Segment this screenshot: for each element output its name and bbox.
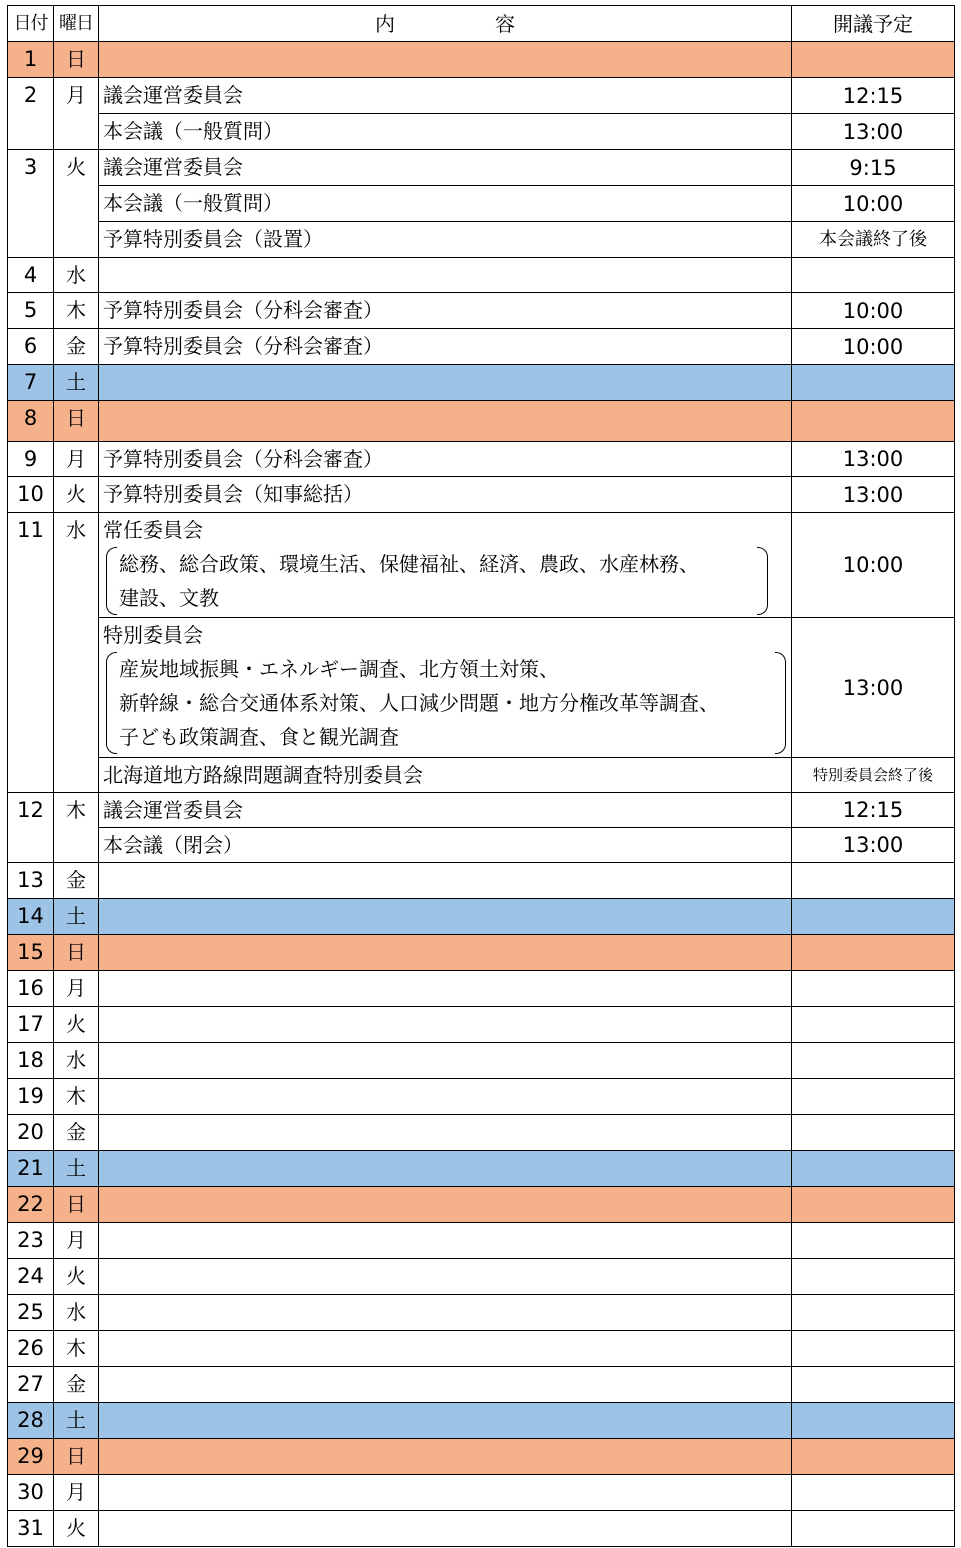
table-row bbox=[8, 935, 955, 971]
content-cell: 本会議（一般質問） bbox=[99, 186, 792, 222]
content-cell bbox=[99, 1079, 792, 1115]
time-cell: 10:00 bbox=[792, 513, 955, 618]
standing-committee-list bbox=[107, 547, 767, 615]
content-cell bbox=[99, 1295, 792, 1331]
day-cell: 6 bbox=[8, 329, 54, 365]
weekday-cell: 金 bbox=[54, 329, 99, 365]
time-cell: 9:15 bbox=[792, 150, 955, 186]
weekday-cell: 日 bbox=[54, 935, 99, 971]
table-row bbox=[8, 114, 955, 150]
time-cell: 13:00 bbox=[792, 442, 955, 477]
content-cell bbox=[99, 1259, 792, 1295]
time-cell: 12:15 bbox=[792, 78, 955, 114]
table-row bbox=[8, 793, 955, 828]
special-committee-line: 新幹線・総合交通体系対策、人口減少問題・地方分権改革等調査、 bbox=[119, 691, 719, 715]
weekday-cell: 月 bbox=[54, 1475, 99, 1511]
content-cell: 予算特別委員会（設置） bbox=[99, 222, 792, 258]
weekday-cell: 木 bbox=[54, 1079, 99, 1115]
weekday-cell: 木 bbox=[54, 293, 99, 329]
day-cell: 18 bbox=[8, 1043, 54, 1079]
time-cell bbox=[792, 1187, 955, 1223]
header-time: 開議予定 bbox=[792, 6, 955, 42]
day-cell: 14 bbox=[8, 899, 54, 935]
time-cell bbox=[792, 1223, 955, 1259]
table-row bbox=[8, 899, 955, 935]
weekday-cell: 火 bbox=[54, 1511, 99, 1547]
table-row bbox=[8, 365, 955, 401]
content-cell bbox=[99, 1151, 792, 1187]
weekday-cell: 金 bbox=[54, 863, 99, 899]
day-cell: 12 bbox=[8, 793, 54, 863]
content-cell bbox=[99, 513, 792, 618]
table-row bbox=[8, 401, 955, 442]
day-cell: 20 bbox=[8, 1115, 54, 1151]
header-weekday: 曜日 bbox=[54, 6, 99, 42]
table-row bbox=[8, 618, 955, 758]
special-committee-list bbox=[107, 652, 785, 754]
table-row bbox=[8, 1007, 955, 1043]
weekday-cell: 水 bbox=[54, 258, 99, 293]
table-row bbox=[8, 1079, 955, 1115]
weekday-cell: 水 bbox=[54, 1043, 99, 1079]
time-cell bbox=[792, 935, 955, 971]
table-row bbox=[8, 513, 955, 618]
content-cell: 予算特別委員会（分科会審査） bbox=[99, 442, 792, 477]
time-cell bbox=[792, 1043, 955, 1079]
special-committee-line: 産炭地域振興・エネルギー調査、北方領土対策、 bbox=[119, 657, 559, 681]
content-cell: 議会運営委員会 bbox=[99, 793, 792, 828]
content-cell: 本会議（一般質問） bbox=[99, 114, 792, 150]
table-row bbox=[8, 1475, 955, 1511]
weekday-cell: 水 bbox=[54, 513, 99, 793]
table-row bbox=[8, 329, 955, 365]
content-cell bbox=[99, 935, 792, 971]
content-cell bbox=[99, 618, 792, 758]
table-row bbox=[8, 758, 955, 793]
header-content bbox=[99, 6, 792, 42]
day-cell: 7 bbox=[8, 365, 54, 401]
content-cell bbox=[99, 1475, 792, 1511]
table-row bbox=[8, 1043, 955, 1079]
time-cell: 12:15 bbox=[792, 793, 955, 828]
table-row bbox=[8, 1187, 955, 1223]
content-cell bbox=[99, 258, 792, 293]
day-cell: 8 bbox=[8, 401, 54, 442]
weekday-cell: 日 bbox=[54, 1439, 99, 1475]
content-cell: 本会議（閉会） bbox=[99, 828, 792, 863]
weekday-cell: 土 bbox=[54, 1403, 99, 1439]
day-cell: 5 bbox=[8, 293, 54, 329]
time-cell bbox=[792, 863, 955, 899]
day-cell: 13 bbox=[8, 863, 54, 899]
content-cell bbox=[99, 365, 792, 401]
weekday-cell: 火 bbox=[54, 150, 99, 258]
content-cell: 予算特別委員会（知事総括） bbox=[99, 477, 792, 513]
time-cell bbox=[792, 42, 955, 78]
time-cell: 10:00 bbox=[792, 329, 955, 365]
content-cell bbox=[99, 899, 792, 935]
time-cell: 10:00 bbox=[792, 186, 955, 222]
content-cell: 議会運営委員会 bbox=[99, 78, 792, 114]
day-cell: 24 bbox=[8, 1259, 54, 1295]
table-row bbox=[8, 477, 955, 513]
day-cell: 27 bbox=[8, 1367, 54, 1403]
time-cell bbox=[792, 1403, 955, 1439]
time-cell: 13:00 bbox=[792, 828, 955, 863]
table-row bbox=[8, 1331, 955, 1367]
day-cell: 4 bbox=[8, 258, 54, 293]
time-cell bbox=[792, 1079, 955, 1115]
time-cell bbox=[792, 365, 955, 401]
time-cell bbox=[792, 401, 955, 442]
time-cell bbox=[792, 1331, 955, 1367]
table-row bbox=[8, 186, 955, 222]
session-schedule-table bbox=[7, 5, 955, 1547]
content-cell bbox=[99, 1511, 792, 1547]
weekday-cell: 木 bbox=[54, 1331, 99, 1367]
table-row bbox=[8, 42, 955, 78]
table-row bbox=[8, 1511, 955, 1547]
table-row bbox=[8, 442, 955, 477]
table-row bbox=[8, 150, 955, 186]
time-cell bbox=[792, 1151, 955, 1187]
content-cell: 議会運営委員会 bbox=[99, 150, 792, 186]
weekday-cell: 月 bbox=[54, 442, 99, 477]
content-cell bbox=[99, 1331, 792, 1367]
weekday-cell: 水 bbox=[54, 1295, 99, 1331]
time-cell: 13:00 bbox=[792, 618, 955, 758]
header-content-right: 容 bbox=[495, 11, 515, 36]
table-row bbox=[8, 863, 955, 899]
content-cell: 予算特別委員会（分科会審査） bbox=[99, 329, 792, 365]
content-cell bbox=[99, 1115, 792, 1151]
table-row bbox=[8, 1439, 955, 1475]
weekday-cell: 日 bbox=[54, 401, 99, 442]
table-row bbox=[8, 1115, 955, 1151]
content-cell bbox=[99, 1367, 792, 1403]
day-cell: 16 bbox=[8, 971, 54, 1007]
day-cell: 23 bbox=[8, 1223, 54, 1259]
time-cell bbox=[792, 1295, 955, 1331]
standing-committee-line: 建設、文教 bbox=[119, 586, 219, 610]
content-cell bbox=[99, 1223, 792, 1259]
day-cell: 21 bbox=[8, 1151, 54, 1187]
time-cell bbox=[792, 971, 955, 1007]
time-cell bbox=[792, 1007, 955, 1043]
content-cell bbox=[99, 1439, 792, 1475]
day-cell: 15 bbox=[8, 935, 54, 971]
table-row bbox=[8, 1259, 955, 1295]
time-cell bbox=[792, 1115, 955, 1151]
day-cell: 2 bbox=[8, 78, 54, 150]
content-cell bbox=[99, 863, 792, 899]
day-cell: 22 bbox=[8, 1187, 54, 1223]
time-cell bbox=[792, 258, 955, 293]
content-cell bbox=[99, 1403, 792, 1439]
weekday-cell: 火 bbox=[54, 1007, 99, 1043]
day-cell: 1 bbox=[8, 42, 54, 78]
standing-committee-line: 総務、総合政策、環境生活、保健福祉、経済、農政、水産林務、 bbox=[119, 552, 699, 576]
day-cell: 11 bbox=[8, 513, 54, 793]
standing-committee-title: 常任委員会 bbox=[103, 518, 203, 542]
table-row bbox=[8, 1151, 955, 1187]
content-cell bbox=[99, 401, 792, 442]
table-row bbox=[8, 1295, 955, 1331]
time-cell bbox=[792, 1475, 955, 1511]
table-row bbox=[8, 1367, 955, 1403]
table-row bbox=[8, 222, 955, 258]
time-cell bbox=[792, 899, 955, 935]
header-content-left: 内 bbox=[375, 11, 395, 36]
time-cell bbox=[792, 1367, 955, 1403]
day-cell: 30 bbox=[8, 1475, 54, 1511]
time-cell: 10:00 bbox=[792, 293, 955, 329]
time-cell bbox=[792, 1259, 955, 1295]
day-cell: 10 bbox=[8, 477, 54, 513]
weekday-cell: 月 bbox=[54, 971, 99, 1007]
header-row bbox=[8, 6, 955, 42]
table-row bbox=[8, 78, 955, 114]
content-cell bbox=[99, 971, 792, 1007]
time-cell: 特別委員会終了後 bbox=[792, 758, 955, 793]
special-committee-line: 子ども政策調査、食と観光調査 bbox=[119, 725, 399, 749]
table-row bbox=[8, 1403, 955, 1439]
day-cell: 28 bbox=[8, 1403, 54, 1439]
content-cell: 予算特別委員会（分科会審査） bbox=[99, 293, 792, 329]
content-cell bbox=[99, 1187, 792, 1223]
weekday-cell: 土 bbox=[54, 899, 99, 935]
time-cell: 13:00 bbox=[792, 114, 955, 150]
weekday-cell: 火 bbox=[54, 1259, 99, 1295]
table-row bbox=[8, 1223, 955, 1259]
weekday-cell: 月 bbox=[54, 1223, 99, 1259]
day-cell: 19 bbox=[8, 1079, 54, 1115]
day-cell: 3 bbox=[8, 150, 54, 258]
table-row bbox=[8, 293, 955, 329]
special-committee-title: 特別委員会 bbox=[103, 623, 203, 647]
weekday-cell: 火 bbox=[54, 477, 99, 513]
day-cell: 9 bbox=[8, 442, 54, 477]
day-cell: 29 bbox=[8, 1439, 54, 1475]
weekday-cell: 土 bbox=[54, 365, 99, 401]
weekday-cell: 金 bbox=[54, 1115, 99, 1151]
time-cell: 13:00 bbox=[792, 477, 955, 513]
weekday-cell: 木 bbox=[54, 793, 99, 863]
weekday-cell: 月 bbox=[54, 78, 99, 150]
day-cell: 31 bbox=[8, 1511, 54, 1547]
weekday-cell: 金 bbox=[54, 1367, 99, 1403]
content-cell bbox=[99, 42, 792, 78]
time-cell: 本会議終了後 bbox=[792, 222, 955, 258]
weekday-cell: 日 bbox=[54, 1187, 99, 1223]
content-cell bbox=[99, 1007, 792, 1043]
header-date: 日付 bbox=[8, 6, 54, 42]
day-cell: 25 bbox=[8, 1295, 54, 1331]
table-row bbox=[8, 828, 955, 863]
table-row bbox=[8, 971, 955, 1007]
day-cell: 26 bbox=[8, 1331, 54, 1367]
table-row bbox=[8, 258, 955, 293]
content-cell bbox=[99, 1043, 792, 1079]
time-cell bbox=[792, 1511, 955, 1547]
day-cell: 17 bbox=[8, 1007, 54, 1043]
weekday-cell: 土 bbox=[54, 1151, 99, 1187]
content-cell: 北海道地方路線問題調査特別委員会 bbox=[99, 758, 792, 793]
time-cell bbox=[792, 1439, 955, 1475]
weekday-cell: 日 bbox=[54, 42, 99, 78]
